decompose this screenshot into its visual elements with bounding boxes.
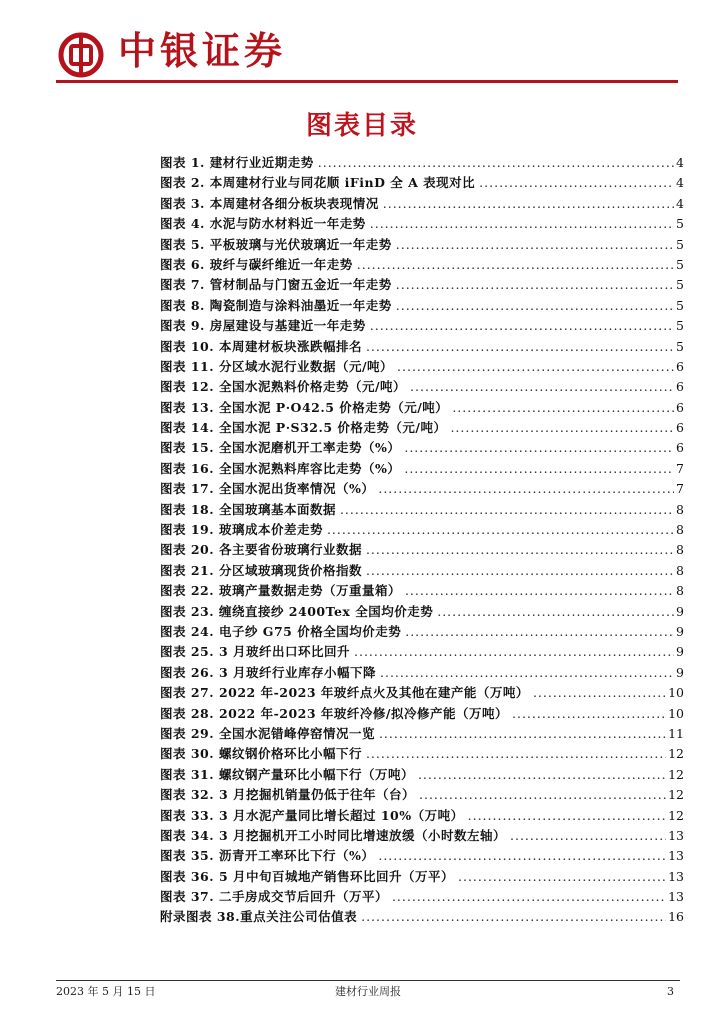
toc-dot-leader — [396, 235, 674, 255]
toc-entry[interactable] — [160, 724, 684, 744]
toc-entry[interactable] — [160, 479, 684, 499]
toc-dot-leader — [370, 214, 674, 234]
toc-entry-label[interactable]: 图表 9. 房屋建设与基建近一年走势 — [160, 318, 366, 334]
toc-entry-label[interactable]: 图表 10. 本周建材板块涨跌幅排名 — [160, 338, 362, 354]
toc-entry-label[interactable]: 图表 8. 陶瓷制造与涂料油墨近一年走势 — [160, 297, 392, 313]
boc-logo-icon — [58, 32, 104, 78]
toc-entry-label[interactable]: 图表 37. 二手房成交节后回升（万平） — [160, 889, 388, 905]
footer-report-type: 建材行业周报 — [335, 985, 401, 998]
toc-entry[interactable] — [160, 826, 684, 846]
toc-entry-label[interactable]: 图表 18. 全国玻璃基本面数据 — [160, 501, 336, 517]
toc-entry[interactable] — [160, 602, 684, 622]
toc-entry[interactable] — [160, 846, 684, 866]
toc-entry-label[interactable]: 图表 3. 本周建材各细分板块表现情况 — [160, 195, 379, 211]
toc-dot-leader — [366, 561, 674, 581]
toc-entry[interactable] — [160, 316, 684, 336]
toc-dot-leader — [366, 337, 674, 357]
toc-dot-leader — [327, 520, 674, 540]
toc-entry-page[interactable]: 9 — [676, 603, 684, 619]
toc-list — [160, 153, 684, 928]
toc-entry[interactable] — [160, 581, 684, 601]
toc-entry-page[interactable]: 7 — [676, 460, 684, 476]
toc-entry-page[interactable]: 12 — [668, 766, 684, 782]
toc-dot-leader — [452, 398, 674, 418]
toc-dot-leader — [410, 377, 674, 397]
toc-dot-leader — [512, 704, 666, 724]
toc-entry[interactable] — [160, 806, 684, 826]
brand-name: 中银证券 — [118, 29, 287, 73]
toc-entry-page[interactable]: 5 — [676, 297, 684, 313]
toc-entry-label[interactable]: 图表 6. 玻纤与碳纤维近一年走势 — [160, 256, 353, 272]
toc-entry-label[interactable]: 图表 21. 分区域玻璃现货价格指数 — [160, 562, 362, 578]
toc-entry-page[interactable]: 12 — [668, 746, 684, 762]
toc-entry-label[interactable]: 图表 14. 全国水泥 P·S32.5 价格走势（元/吨） — [160, 420, 447, 436]
toc-entry-page[interactable]: 6 — [676, 399, 684, 415]
toc-entry-label[interactable]: 图表 36. 5 月中旬百城地产销售环比回升（万平） — [160, 868, 455, 884]
toc-entry[interactable] — [160, 459, 684, 479]
toc-entry-label[interactable]: 图表 4. 水泥与防水材料近一年走势 — [160, 216, 366, 232]
toc-dot-leader — [380, 663, 674, 683]
footer-divider — [56, 980, 680, 981]
toc-entry-page[interactable]: 13 — [668, 827, 684, 843]
toc-entry-page[interactable]: 5 — [676, 236, 684, 252]
toc-entry-label[interactable]: 图表 1. 建材行业近期走势 — [160, 155, 314, 170]
toc-dot-leader — [510, 826, 666, 846]
toc-entry[interactable] — [160, 214, 684, 234]
toc-dot-leader — [357, 255, 674, 275]
toc-dot-leader — [397, 357, 674, 377]
toc-dot-leader — [419, 785, 666, 805]
toc-entry-label[interactable]: 图表 7. 管材制品与门窗五金近一年走势 — [160, 277, 392, 293]
toc-dot-leader — [340, 500, 674, 520]
toc-dot-leader — [405, 581, 674, 601]
toc-entry-page[interactable]: 8 — [676, 542, 684, 558]
footer-date: 2023 年 5 月 15 日 — [56, 985, 156, 998]
toc-entry[interactable] — [160, 744, 684, 764]
toc-entry-page[interactable]: 8 — [676, 583, 684, 599]
toc-dot-leader — [458, 867, 666, 887]
toc-dot-leader — [370, 316, 674, 336]
toc-entry-page[interactable]: 9 — [676, 623, 684, 639]
toc-dot-leader — [396, 296, 674, 316]
toc-entry-label[interactable]: 图表 11. 分区域水泥行业数据（元/吨） — [160, 358, 394, 374]
toc-dot-leader — [404, 459, 674, 479]
toc-entry[interactable] — [160, 887, 684, 907]
toc-entry-page[interactable]: 9 — [676, 644, 684, 660]
toc-entry-page[interactable]: 8 — [676, 562, 684, 578]
toc-dot-leader — [392, 887, 666, 907]
toc-entry-page[interactable]: 9 — [676, 664, 684, 680]
toc-entry[interactable] — [160, 357, 684, 377]
toc-entry[interactable] — [160, 642, 684, 662]
toc-dot-leader — [379, 724, 666, 744]
toc-entry-label[interactable]: 图表 20. 各主要省份玻璃行业数据 — [160, 542, 362, 558]
toc-entry-label[interactable]: 图表 12. 全国水泥熟料价格走势（元/吨） — [160, 379, 407, 395]
toc-entry-page[interactable]: 5 — [676, 318, 684, 334]
toc-entry-page[interactable]: 4 — [676, 195, 684, 211]
toc-entry-page[interactable]: 8 — [676, 522, 684, 538]
toc-entry-label[interactable]: 图表 2. 本周建材行业与同花顺 iFinD 全 A 表现对比 — [160, 175, 476, 191]
toc-entry-label[interactable]: 图表 35. 沥青开工率环比下行（%） — [160, 848, 375, 864]
toc-entry-label[interactable]: 图表 31. 螺纹钢产量环比小幅下行（万吨） — [160, 766, 414, 782]
toc-entry[interactable] — [160, 296, 684, 316]
toc-dot-leader — [418, 765, 666, 785]
toc-entry[interactable] — [160, 561, 684, 581]
toc-entry-label[interactable]: 图表 28. 2022 年-2023 年玻纤冷修/拟冷修产能（万吨） — [160, 705, 508, 721]
toc-entry-page[interactable]: 13 — [668, 868, 684, 884]
toc-dot-leader — [378, 479, 674, 499]
toc-entry-page[interactable]: 8 — [676, 501, 684, 517]
toc-entry-page[interactable]: 11 — [668, 725, 684, 741]
toc-entry[interactable] — [160, 907, 684, 927]
toc-dot-leader — [354, 642, 674, 662]
toc-entry-label[interactable]: 图表 32. 3 月挖掘机销量仍低于往年（台） — [160, 787, 416, 803]
toc-dot-leader — [378, 846, 666, 866]
toc-entry[interactable] — [160, 275, 684, 295]
toc-entry[interactable] — [160, 173, 684, 193]
toc-entry[interactable] — [160, 194, 684, 214]
toc-entry[interactable] — [160, 765, 684, 785]
toc-entry-label[interactable]: 图表 24. 电子纱 G75 价格全国均价走势 — [160, 623, 402, 639]
toc-entry[interactable] — [160, 337, 684, 357]
toc-entry-label[interactable]: 图表 5. 平板玻璃与光伏玻璃近一年走势 — [160, 236, 392, 252]
toc-entry-label[interactable]: 图表 15. 全国水泥磨机开工率走势（%） — [160, 440, 401, 456]
toc-entry[interactable] — [160, 520, 684, 540]
toc-entry-page[interactable]: 13 — [668, 848, 684, 864]
toc-entry[interactable] — [160, 153, 684, 173]
toc-entry-page[interactable]: 12 — [668, 807, 684, 823]
toc-dot-leader — [383, 194, 674, 214]
toc-entry-page[interactable]: 16 — [668, 909, 684, 925]
page-header — [0, 0, 724, 90]
toc-entry[interactable] — [160, 540, 684, 560]
toc-dot-leader — [450, 418, 674, 438]
toc-entry[interactable] — [160, 683, 684, 703]
toc-entry-page[interactable]: 5 — [676, 277, 684, 293]
toc-entry[interactable] — [160, 622, 684, 642]
header-divider — [56, 80, 678, 83]
toc-entry-page[interactable]: 5 — [676, 216, 684, 232]
toc-dot-leader — [404, 438, 674, 458]
toc-entry[interactable] — [160, 377, 684, 397]
toc-entry-page[interactable]: 6 — [676, 420, 684, 436]
toc-entry-page[interactable]: 4 — [676, 175, 684, 191]
toc-entry-label[interactable]: 图表 13. 全国水泥 P·O42.5 价格走势（元/吨） — [160, 399, 449, 415]
toc-entry[interactable] — [160, 438, 684, 458]
page-footer — [56, 984, 680, 1000]
toc-entry[interactable] — [160, 418, 684, 438]
toc-dot-leader — [366, 744, 666, 764]
toc-entry[interactable] — [160, 398, 684, 418]
toc-dot-leader — [318, 153, 674, 173]
toc-dot-leader — [396, 275, 674, 295]
toc-entry-page[interactable]: 5 — [676, 338, 684, 354]
toc-entry-label[interactable]: 图表 17. 全国水泥出货率情况（%） — [160, 481, 375, 497]
toc-entry-label[interactable]: 附录图表 38.重点关注公司估值表 — [160, 909, 358, 925]
toc-entry[interactable] — [160, 255, 684, 275]
toc-entry-label[interactable]: 图表 23. 缠绕直接纱 2400Tex 全国均价走势 — [160, 603, 434, 619]
toc-dot-leader — [366, 540, 674, 560]
toc-entry-page[interactable]: 5 — [676, 256, 684, 272]
toc-entry[interactable] — [160, 235, 684, 255]
toc-dot-leader — [437, 602, 674, 622]
toc-dot-leader — [405, 622, 674, 642]
toc-entry[interactable] — [160, 500, 684, 520]
toc-entry[interactable] — [160, 867, 684, 887]
toc-entry[interactable] — [160, 704, 684, 724]
toc-entry[interactable] — [160, 663, 684, 683]
toc-entry-page[interactable]: 6 — [676, 379, 684, 395]
toc-dot-leader — [468, 806, 666, 826]
toc-entry-page[interactable]: 10 — [668, 705, 684, 721]
toc-entry-page[interactable]: 10 — [668, 685, 684, 701]
toc-entry-label[interactable]: 图表 16. 全国水泥熟料库容比走势（%） — [160, 460, 401, 476]
toc-title: 图表目录 — [305, 111, 418, 141]
toc-entry-label[interactable]: 图表 30. 螺纹钢价格环比小幅下行 — [160, 746, 362, 762]
toc-entry-label[interactable]: 图表 26. 3 月玻纤行业库存小幅下降 — [160, 664, 377, 680]
toc-entry-label[interactable]: 图表 34. 3 月挖掘机开工小时同比增速放缓（小时数左轴） — [160, 827, 507, 843]
toc-entry-label[interactable]: 图表 22. 玻璃产量数据走势（万重量箱） — [160, 583, 401, 599]
toc-entry-page[interactable]: 12 — [668, 787, 684, 803]
toc-entry-page[interactable]: 7 — [676, 481, 684, 497]
toc-entry-label[interactable]: 图表 27. 2022 年-2023 年玻纤点火及其他在建产能（万吨） — [160, 685, 529, 701]
toc-dot-leader — [533, 683, 666, 703]
toc-entry[interactable] — [160, 785, 684, 805]
toc-entry-page[interactable]: 13 — [668, 889, 684, 905]
toc-entry-label[interactable]: 图表 29. 全国水泥错峰停窑情况一览 — [160, 725, 375, 741]
toc-dot-leader — [361, 907, 666, 927]
toc-entry-page[interactable]: 6 — [676, 440, 684, 456]
footer-page-number: 3 — [667, 985, 674, 998]
toc-entry-label[interactable]: 图表 25. 3 月玻纤出口环比回升 — [160, 644, 351, 660]
toc-entry-page[interactable]: 4 — [676, 155, 684, 170]
toc-entry-label[interactable]: 图表 19. 玻璃成本价差走势 — [160, 522, 323, 538]
toc-dot-leader — [479, 173, 674, 193]
toc-entry-page[interactable]: 6 — [676, 358, 684, 374]
toc-entry-label[interactable]: 图表 33. 3 月水泥产量同比增长超过 10%（万吨） — [160, 807, 464, 823]
